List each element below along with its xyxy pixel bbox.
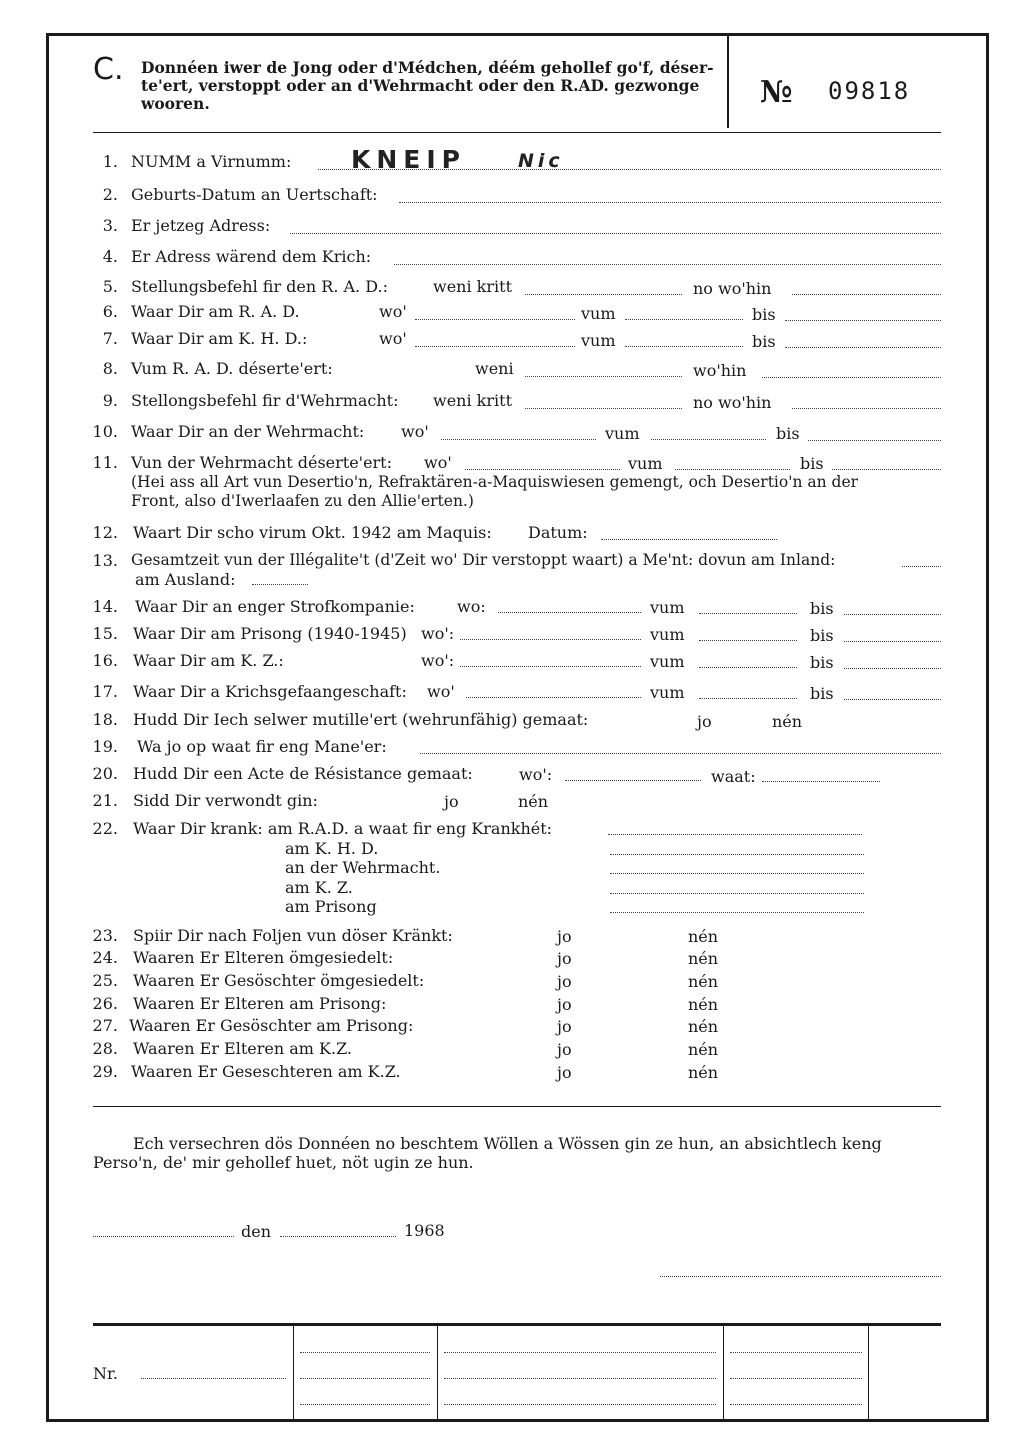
field-label: Datum: bbox=[528, 523, 588, 542]
field-label: vum bbox=[628, 454, 663, 473]
item-label: Waaren Er Elteren ömgesiedelt: bbox=[133, 948, 394, 967]
item-label: Waaren Er Gesöschter ömgesiedelt: bbox=[133, 971, 425, 990]
option-no[interactable]: nén bbox=[518, 792, 549, 811]
field-label: vum bbox=[650, 598, 685, 617]
until-field[interactable] bbox=[844, 641, 941, 642]
option-no[interactable]: nén bbox=[688, 995, 719, 1014]
where-field[interactable] bbox=[466, 697, 641, 698]
option-no[interactable]: nén bbox=[688, 949, 719, 968]
handwritten-surname: KNEIP bbox=[351, 145, 466, 174]
nr-field[interactable] bbox=[141, 1378, 286, 1379]
item-label: Waar Dir am K. H. D.: bbox=[131, 329, 308, 348]
option-yes[interactable]: jo bbox=[557, 1040, 572, 1059]
field-label: bis bbox=[776, 424, 800, 443]
item-number: 14. bbox=[92, 597, 118, 616]
destination-field[interactable] bbox=[762, 377, 941, 378]
footer-field[interactable] bbox=[300, 1404, 430, 1405]
item-number: 9. bbox=[102, 391, 118, 410]
field-label: bis bbox=[810, 626, 834, 645]
option-yes[interactable]: jo bbox=[444, 792, 459, 811]
item-number: 19. bbox=[92, 737, 118, 756]
item-label: Waart Dir scho virum Okt. 1942 am Maquis: bbox=[133, 523, 492, 542]
item-label: Waaren Er Elteren am K.Z. bbox=[133, 1039, 353, 1058]
from-field[interactable] bbox=[699, 698, 797, 699]
field-label: wo'hin bbox=[693, 361, 747, 380]
item-label: Er jetzeg Adress: bbox=[131, 216, 271, 235]
item-label: Hudd Dir een Acte de Résistance gemaat: bbox=[133, 764, 473, 783]
date-field[interactable] bbox=[525, 408, 682, 409]
until-field[interactable] bbox=[844, 668, 941, 669]
abroad-field[interactable] bbox=[252, 584, 308, 585]
item-number: 22. bbox=[92, 819, 118, 838]
form-title-line: wooren. bbox=[141, 94, 210, 113]
what-field[interactable] bbox=[762, 781, 880, 782]
item-number: 28. bbox=[92, 1039, 118, 1058]
item-label: Vum R. A. D. déserte'ert: bbox=[131, 359, 333, 378]
field-label: weni kritt bbox=[433, 391, 512, 410]
date-field[interactable] bbox=[525, 376, 682, 377]
item-label: Waar Dir krank: am R.A.D. a waat fir eng Krankhét: bbox=[133, 819, 553, 838]
item-label: Waar Dir am R. A. D. bbox=[131, 302, 300, 321]
item-label: Hudd Dir Iech selwer mutille'ert (wehrunfähig) gemaat: bbox=[133, 710, 589, 729]
bottom-rule bbox=[46, 1420, 989, 1422]
header-rule bbox=[93, 132, 941, 133]
item-label: Sidd Dir verwondt gin: bbox=[133, 791, 318, 810]
until-field[interactable] bbox=[832, 469, 941, 470]
inland-field[interactable] bbox=[902, 566, 941, 567]
option-yes[interactable]: jo bbox=[557, 1017, 572, 1036]
until-field[interactable] bbox=[785, 320, 941, 321]
field-label: wo': bbox=[421, 624, 455, 643]
from-field[interactable] bbox=[699, 640, 797, 641]
item-number: 21. bbox=[92, 791, 118, 810]
item-number: 6. bbox=[102, 302, 118, 321]
field-label: wo' bbox=[401, 422, 429, 441]
footer-column-divider bbox=[723, 1323, 724, 1420]
nr-label: Nr. bbox=[93, 1364, 118, 1383]
field-label: vum bbox=[650, 625, 685, 644]
until-field[interactable] bbox=[785, 347, 941, 348]
until-field[interactable] bbox=[808, 440, 941, 441]
field-label: bis bbox=[752, 305, 776, 324]
signature-field[interactable] bbox=[660, 1276, 941, 1277]
from-field[interactable] bbox=[651, 439, 766, 440]
from-field[interactable] bbox=[699, 667, 797, 668]
option-no[interactable]: nén bbox=[688, 1063, 719, 1082]
option-no[interactable]: nén bbox=[772, 712, 803, 731]
date-field[interactable] bbox=[525, 294, 682, 295]
item-label: NUMM a Virnumm: bbox=[131, 152, 292, 171]
option-no[interactable]: nén bbox=[688, 1017, 719, 1036]
footer-column-divider bbox=[868, 1323, 869, 1420]
item-label: Waaren Er Geseschteren am K.Z. bbox=[131, 1062, 401, 1081]
item-sublabel: an der Wehrmacht. bbox=[285, 858, 441, 877]
footer-field[interactable] bbox=[730, 1352, 862, 1353]
field-label: waat: bbox=[711, 767, 756, 786]
year-label: 1968 bbox=[404, 1221, 445, 1240]
field-label: vum bbox=[650, 652, 685, 671]
item-number: 27. bbox=[92, 1016, 118, 1035]
footer-column-divider bbox=[437, 1323, 438, 1420]
field-label: weni kritt bbox=[433, 277, 512, 296]
field-label: vum bbox=[581, 331, 616, 350]
where-field[interactable] bbox=[465, 469, 620, 470]
item-number: 16. bbox=[92, 651, 118, 670]
item-label: Stellongsbefehl fir d'Wehrmacht: bbox=[131, 391, 399, 410]
item-number: 2. bbox=[102, 185, 118, 204]
from-field[interactable] bbox=[625, 346, 743, 347]
illness-field[interactable] bbox=[608, 834, 862, 835]
item-number: 25. bbox=[92, 971, 118, 990]
where-field[interactable] bbox=[565, 780, 701, 781]
footer-field[interactable] bbox=[730, 1378, 862, 1379]
option-no[interactable]: nén bbox=[688, 1040, 719, 1059]
item-number: 7. bbox=[102, 329, 118, 348]
item-sublabel: am Prisong bbox=[285, 897, 377, 916]
handwritten-firstname: Nic bbox=[518, 150, 564, 172]
item-label: Gesamtzeit vun der Illégalite't (d'Zeit wo' Dir verstoppt waart) a Me'nt: dovun am Inland: bbox=[131, 551, 836, 569]
field-label: weni bbox=[475, 359, 514, 378]
footer-column-divider bbox=[293, 1323, 294, 1420]
date-field[interactable] bbox=[601, 539, 777, 540]
item-label: Spiir Dir nach Foljen vun döser Kränkt: bbox=[133, 926, 453, 945]
item-label: Wa jo op waat fir eng Mane'er: bbox=[137, 737, 387, 756]
item-number: 20. bbox=[92, 764, 118, 783]
footer-field[interactable] bbox=[444, 1378, 716, 1379]
name-field[interactable] bbox=[318, 169, 941, 170]
item-label: Waaren Er Elteren am Prisong: bbox=[133, 994, 387, 1013]
field-label: wo' bbox=[424, 453, 452, 472]
war-address-field[interactable] bbox=[394, 264, 941, 265]
item-number: 8. bbox=[102, 359, 118, 378]
destination-field[interactable] bbox=[792, 408, 941, 409]
item-note: Front, also d'Iwerlaafen zu den Allie'erten.) bbox=[131, 492, 474, 510]
option-yes[interactable]: jo bbox=[697, 712, 712, 731]
until-field[interactable] bbox=[844, 614, 941, 615]
footer-field[interactable] bbox=[444, 1352, 716, 1353]
field-label: bis bbox=[800, 454, 824, 473]
illness-field[interactable] bbox=[610, 873, 864, 874]
field-label: wo' bbox=[427, 682, 455, 701]
item-number: 12. bbox=[92, 523, 118, 542]
where-field[interactable] bbox=[415, 346, 575, 347]
section-letter: C. bbox=[93, 52, 124, 87]
option-yes[interactable]: jo bbox=[557, 972, 572, 991]
field-label: vum bbox=[650, 683, 685, 702]
field-label: vum bbox=[581, 304, 616, 323]
item-number: 26. bbox=[92, 994, 118, 1013]
where-field[interactable] bbox=[460, 639, 641, 640]
item-label: Waar Dir an der Wehrmacht: bbox=[131, 422, 365, 441]
item-label: Waar Dir am Prisong (1940-1945) bbox=[133, 624, 407, 643]
place-field[interactable] bbox=[93, 1236, 234, 1237]
option-no[interactable]: nén bbox=[688, 972, 719, 991]
until-field[interactable] bbox=[844, 699, 941, 700]
item-number: 15. bbox=[92, 624, 118, 643]
where-field[interactable] bbox=[415, 319, 575, 320]
form-number: 09818 bbox=[828, 77, 911, 105]
field-label: wo' bbox=[379, 302, 407, 321]
footer-field[interactable] bbox=[300, 1378, 430, 1379]
number-symbol: № bbox=[760, 75, 793, 110]
item-label: am Ausland: bbox=[135, 570, 236, 589]
declaration-text: Ech versechren dös Donnéen no beschtem Wöllen a Wössen gin ze hun, an absichtlech keng bbox=[133, 1134, 882, 1153]
field-label: bis bbox=[752, 332, 776, 351]
item-number: 29. bbox=[92, 1062, 118, 1081]
item-number: 23. bbox=[92, 926, 118, 945]
item-sublabel: am K. H. D. bbox=[285, 839, 379, 858]
option-yes[interactable]: jo bbox=[557, 1063, 572, 1082]
manner-field[interactable] bbox=[420, 753, 941, 754]
field-label: bis bbox=[810, 684, 834, 703]
from-field[interactable] bbox=[675, 469, 790, 470]
address-field[interactable] bbox=[290, 233, 941, 234]
item-number: 17. bbox=[92, 682, 118, 701]
item-number: 13. bbox=[92, 551, 118, 570]
item-number: 3. bbox=[102, 216, 118, 235]
from-field[interactable] bbox=[625, 319, 743, 320]
field-label: bis bbox=[810, 599, 834, 618]
field-label: bis bbox=[810, 653, 834, 672]
item-label: Stellungsbefehl fir den R. A. D.: bbox=[131, 277, 388, 296]
item-number: 4. bbox=[102, 247, 118, 266]
illness-field[interactable] bbox=[610, 893, 864, 894]
option-yes[interactable]: jo bbox=[557, 927, 572, 946]
declaration-text: Perso'n, de' mir gehollef huet, nöt ugin ze hun. bbox=[93, 1153, 474, 1172]
form-title bbox=[141, 59, 714, 113]
form-title-line: te'ert, verstoppt oder an d'Wehrmacht oder den R.AD. gezwonge bbox=[141, 76, 700, 95]
item-sublabel: am K. Z. bbox=[285, 878, 353, 897]
option-yes[interactable]: jo bbox=[557, 949, 572, 968]
item-label: Geburts-Datum an Uertschaft: bbox=[131, 185, 378, 204]
illness-field[interactable] bbox=[610, 854, 864, 855]
item-number: 24. bbox=[92, 948, 118, 967]
item-label: Vun der Wehrmacht déserte'ert: bbox=[131, 453, 392, 472]
item-number: 18. bbox=[92, 710, 118, 729]
item-number: 5. bbox=[102, 277, 118, 296]
from-field[interactable] bbox=[699, 613, 797, 614]
option-no[interactable]: nén bbox=[688, 927, 719, 946]
field-label: no wo'hin bbox=[693, 393, 772, 412]
field-label: wo: bbox=[457, 597, 486, 616]
field-label: vum bbox=[605, 424, 640, 443]
section-divider bbox=[93, 1106, 941, 1107]
footer-field[interactable] bbox=[730, 1404, 862, 1405]
item-label: Waar Dir am K. Z.: bbox=[133, 651, 284, 670]
header-separator bbox=[727, 34, 729, 128]
item-label: Er Adress wärend dem Krich: bbox=[131, 247, 372, 266]
where-field[interactable] bbox=[460, 666, 641, 667]
footer-field[interactable] bbox=[444, 1404, 716, 1405]
option-yes[interactable]: jo bbox=[557, 995, 572, 1014]
where-field[interactable] bbox=[441, 439, 596, 440]
form-title-line: Donnéen iwer de Jong oder d'Médchen, déém gehollef go'f, déser- bbox=[141, 58, 714, 77]
destination-field[interactable] bbox=[792, 294, 941, 295]
den-label: den bbox=[241, 1222, 272, 1241]
item-label: Waaren Er Gesöschter am Prisong: bbox=[129, 1016, 414, 1035]
item-note: (Hei ass all Art vun Desertio'n, Refraktären-a-Maquiswiesen gemengt, och Desertio'n an der bbox=[131, 473, 859, 491]
footer-table-rule bbox=[93, 1323, 941, 1326]
item-number: 10. bbox=[92, 422, 118, 441]
birth-field[interactable] bbox=[399, 202, 941, 203]
field-label: wo' bbox=[379, 329, 407, 348]
item-label: Waar Dir an enger Strofkompanie: bbox=[135, 597, 415, 616]
field-label: wo': bbox=[519, 765, 553, 784]
item-number: 11. bbox=[92, 453, 118, 472]
field-label: wo': bbox=[421, 651, 455, 670]
illness-field[interactable] bbox=[610, 912, 864, 913]
where-field[interactable] bbox=[498, 612, 641, 613]
date-field[interactable] bbox=[280, 1236, 396, 1237]
item-label: Waar Dir a Krichsgefaangeschaft: bbox=[133, 682, 407, 701]
footer-field[interactable] bbox=[300, 1352, 430, 1353]
item-number: 1. bbox=[102, 152, 118, 171]
field-label: no wo'hin bbox=[693, 279, 772, 298]
